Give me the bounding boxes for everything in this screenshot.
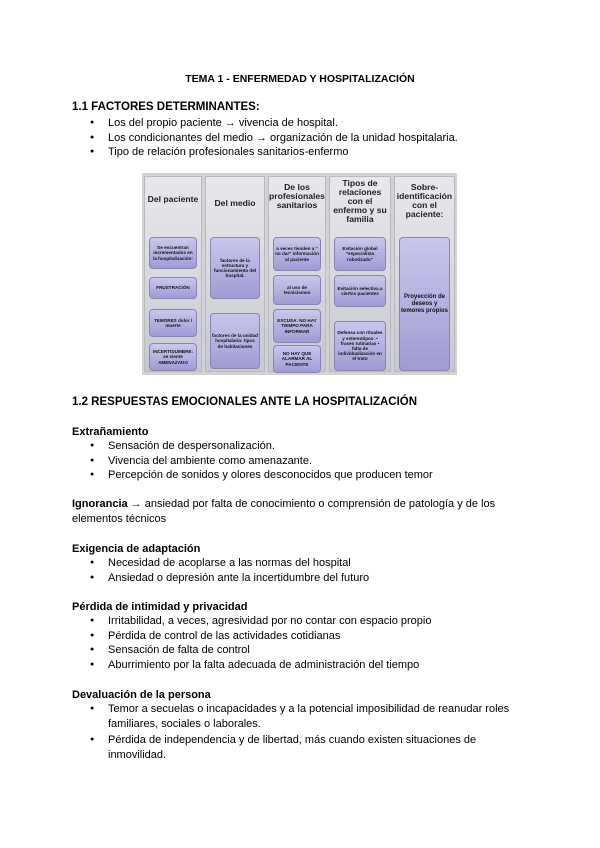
factors-diagram — [142, 173, 457, 375]
ignorancia-text: → ansiedad por falta de conocimiento o comprensión de patología y de los elementos técnicos — [72, 498, 496, 525]
page-title: TEMA 1 - ENFERMEDAD Y HOSPITALIZACIÓN — [185, 73, 415, 85]
subheading-exigencia: Exigencia de adaptación — [72, 543, 201, 555]
diagram-box: Evitación global "especialista robotizado" — [334, 237, 386, 271]
diagram-column-profesionales — [268, 176, 326, 372]
column-header: De los profesionales sanitarios — [269, 182, 325, 210]
column-header: Del medio — [214, 198, 256, 208]
list-item: ● Los condicionantes del medio → organización de la unidad hospitalaria. — [90, 131, 530, 146]
factores-list — [90, 116, 530, 160]
exigencia-list — [90, 556, 530, 585]
list-item: ● Sensación de falta de control — [90, 643, 530, 658]
list-item: ● Tipo de relación profesionales sanitarios-enfermo — [90, 145, 530, 160]
diagram-box: FRUSTRACIÓN — [149, 277, 197, 299]
perdida-list — [90, 614, 530, 672]
list-item: ● Sensación de despersonalización. — [90, 439, 530, 454]
subheading-extranamiento: Extrañamiento — [72, 426, 149, 438]
list-item: ● Vivencia del ambiente como amenazante. — [90, 454, 530, 469]
diagram-box: factores de la unidad hospitalaria: tipos de habitaciones — [210, 313, 260, 369]
ignorancia-paragraph — [72, 497, 532, 526]
list-item: ● Percepción de sonidos y olores desconocidos que producen temor — [90, 468, 530, 483]
diagram-box: a veces tienden a " no dar" información al paciente — [273, 237, 321, 271]
diagram-column-medio — [205, 176, 265, 372]
diagram-box: al uso de tecnicismos — [273, 275, 321, 305]
diagram-box: EXCUSA: NO HAY TIEMPO PARA INFORMAR — [273, 309, 321, 343]
subheading-perdida: Pérdida de intimidad y privacidad — [72, 601, 248, 613]
list-item: ● Los del propio paciente → vivencia de hospital. — [90, 116, 530, 131]
list-item: ● Ansiedad o depresión ante la incertidumbre del futuro — [90, 571, 530, 586]
diagram-column-sobreidentificacion — [394, 176, 455, 372]
diagram-box: NO HAY QUE ALARMAR AL PACIENTE — [273, 345, 321, 373]
column-header: Sobre-identificación con el paciente: — [396, 182, 453, 219]
diagram-box: factores de la estructura y funcionamiento del hospital. — [210, 237, 260, 299]
column-header: Tipos de relaciones con el enfermo y su familia — [333, 178, 387, 224]
extranamiento-list — [90, 439, 530, 483]
column-header: Del paciente — [147, 194, 199, 204]
ignorancia-label: Ignorancia — [72, 498, 128, 510]
diagram-column-paciente — [144, 176, 202, 372]
diagram-box: TEMORES dolor / muerte — [149, 309, 197, 337]
subheading-devaluacion: Devaluación de la persona — [72, 689, 211, 701]
section-heading-factores: 1.1 FACTORES DETERMINANTES: — [72, 101, 260, 113]
list-item: ● Necesidad de acoplarse a las normas del hospital — [90, 556, 530, 571]
diagram-box: Defensa con rituales y estereotipos: • frases rutinarias • falta de individualización en el trato — [334, 321, 386, 371]
diagram-box: INCERTIDUMBRE: se siente AMENAZADO — [149, 343, 197, 371]
diagram-box: Evitación selectiva a ciertos pacientes — [334, 275, 386, 307]
devaluacion-list — [90, 702, 530, 762]
list-item: ● Pérdida de control de las actividades cotidianas — [90, 629, 530, 644]
list-item: ● Aburrimiento por la falta adecuada de administración del tiempo — [90, 658, 530, 673]
diagram-box: Se encuentran incrementados en la hospitalización: — [149, 237, 197, 269]
diagram-box: Proyección de deseos y temores propios — [399, 237, 450, 371]
diagram-column-relaciones — [329, 176, 391, 372]
section-heading-respuestas: 1.2 RESPUESTAS EMOCIONALES ANTE LA HOSPITALIZACIÓN — [72, 396, 418, 408]
list-item: ● Pérdida de independencia y de libertad, más cuando existen situaciones de inmovilidad. — [90, 733, 530, 762]
list-item: ● Temor a secuelas o incapacidades y a la potencial imposibilidad de reanudar roles familiares, sociales o laborales. — [90, 702, 530, 731]
list-item: ● Irritabilidad, a veces, agresividad por no contar con espacio propio — [90, 614, 530, 629]
